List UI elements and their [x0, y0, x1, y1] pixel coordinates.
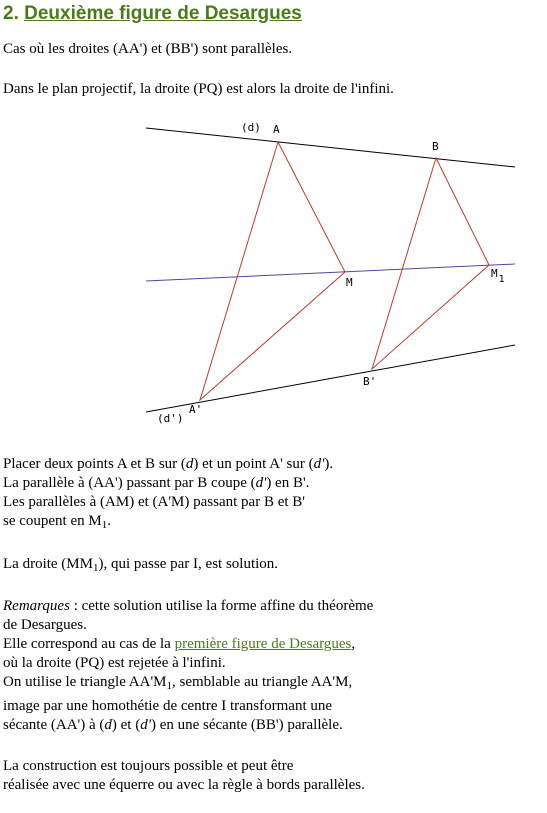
label-M: M — [346, 276, 353, 289]
line-d — [146, 128, 515, 167]
label-M1 — [491, 267, 505, 285]
line-MM1 — [146, 264, 515, 281]
triangle-B-Bprime-M1 — [372, 158, 489, 369]
remarks-line-7: sécante (AA') à (d) et (d') en une sécante (BB') parallèle. — [3, 717, 343, 733]
remarks-line-5: On utilise le triangle $AA'M_1$, semblable au triangle AA'M, — [3, 674, 353, 692]
construction-line-4: se coupent en $M_1$. — [3, 513, 111, 531]
label-d: (d) — [241, 121, 261, 134]
label-M1-sub: 1 — [498, 274, 505, 285]
label-A-prime: A' — [189, 403, 203, 416]
remarks-line-6: image par une homothétie de centre I transformant une — [3, 698, 333, 714]
construction-line-2: La parallèle à (AA') passant par B coupe (d') en B'. — [3, 475, 310, 491]
label-B: B — [432, 140, 439, 153]
closing-line-1: La construction est toujours possible et peut être — [3, 758, 294, 774]
intro-line-2: Dans le plan projectif, la droite (PQ) est alors la droite de l'infini. — [3, 81, 394, 97]
remarks-line-4: où la droite (PQ) est rejetée à l'infini. — [3, 655, 226, 671]
construction-line-1: Placer deux points A et B sur (d) et un point A' sur (d'). — [3, 456, 334, 472]
remarks-line-2: de Desargues. — [3, 617, 87, 633]
closing-line-2: réalisée avec une équerre ou avec la règle à bords parallèles. — [3, 777, 365, 793]
premiere-figure-link[interactable]: première figure de Desargues — [174, 636, 352, 652]
construction-line-3: Les parallèles à (AM) et (A'M) passant par B et B' — [3, 494, 305, 510]
remarks-line-3: Elle correspond au cas de la première figure de Desargues, — [3, 636, 356, 652]
line-d-prime — [146, 345, 515, 412]
label-M1-main: M — [491, 267, 498, 280]
section-number: 2. — [3, 3, 19, 24]
triangle-A-Aprime-M — [200, 142, 345, 400]
label-B-prime: B' — [363, 375, 377, 388]
label-d-prime: (d') — [157, 412, 184, 425]
intro-line-1: Cas où les droites (AA') et (BB') sont parallèles. — [3, 41, 293, 57]
label-A: A — [273, 123, 280, 136]
solution-line: La droite $(MM_1)$, qui passe par I, est solution. — [3, 556, 279, 574]
remarks-label: Remarques — [3, 598, 70, 614]
section-title: Deuxième figure de Desargues — [24, 3, 302, 24]
remarks-line-1: Remarques : cette solution utilise la forme affine du théorème — [3, 598, 374, 614]
